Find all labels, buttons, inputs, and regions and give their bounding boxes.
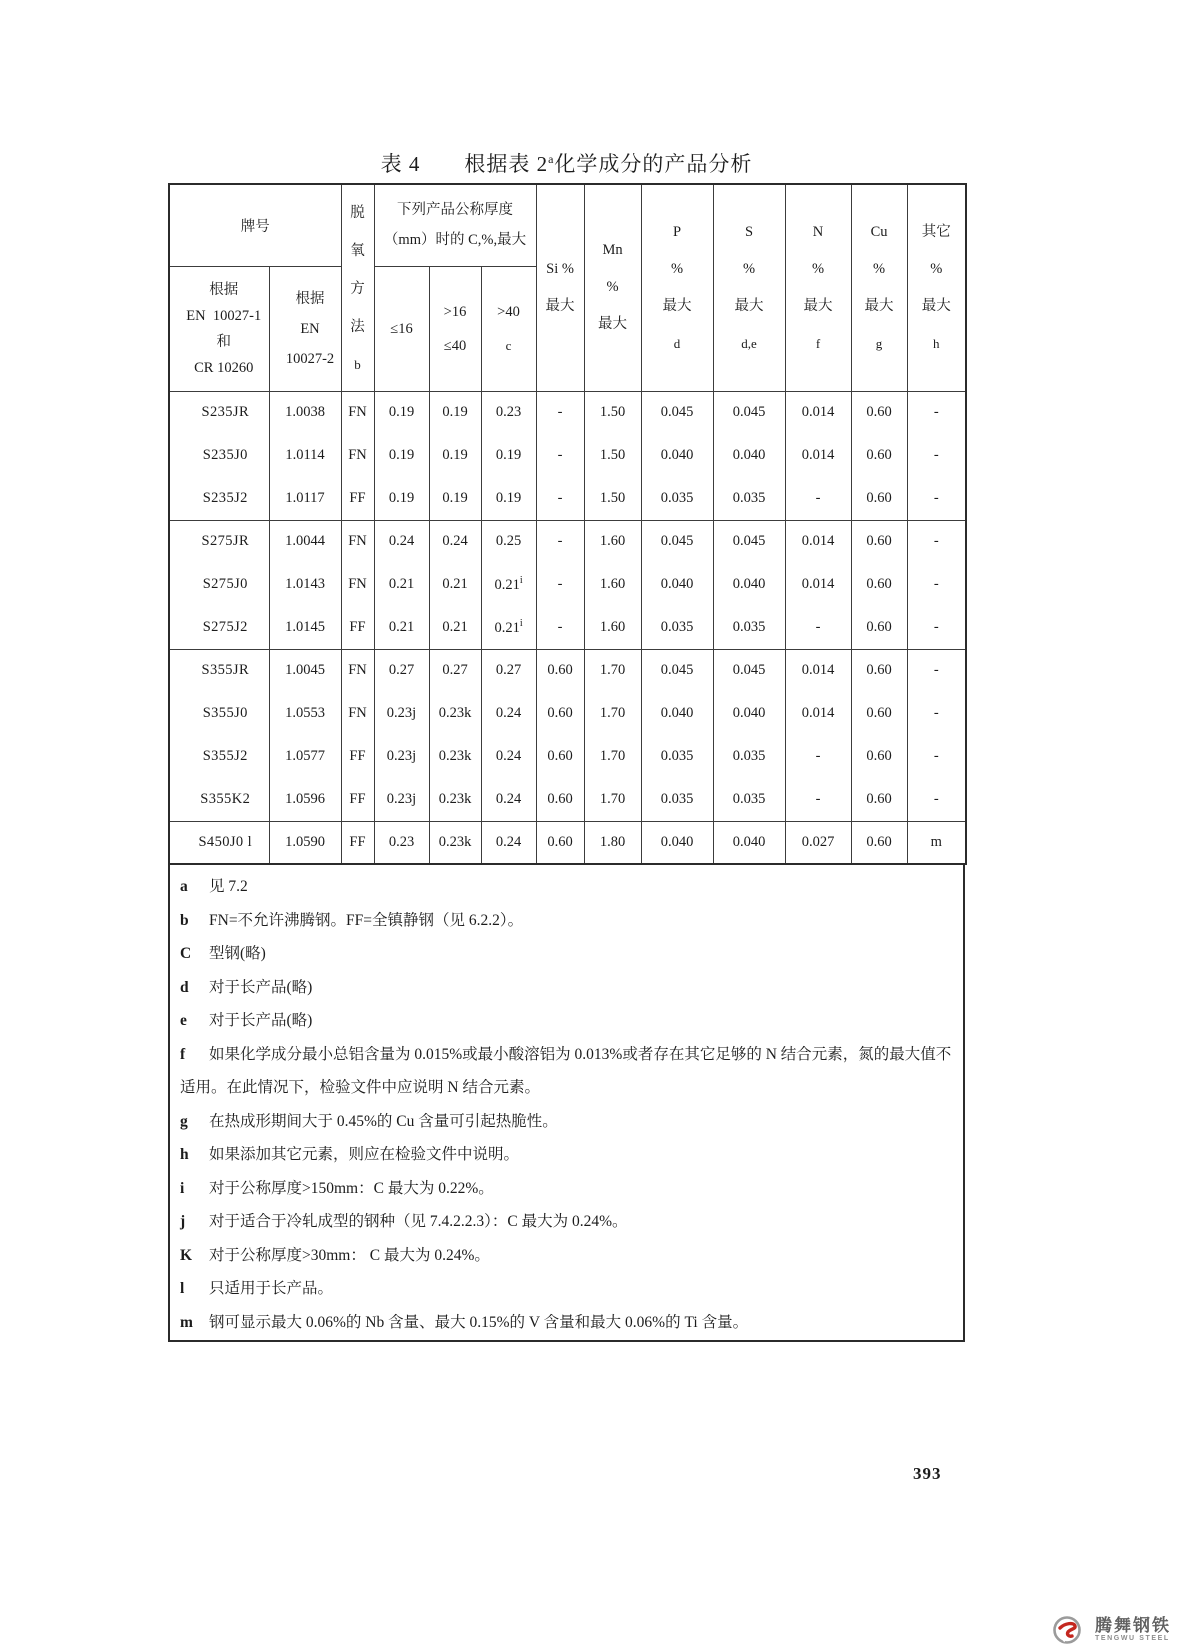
value-cell: 0.24 [429, 520, 481, 563]
footnote-label: d [180, 978, 189, 996]
value-cell: 0.23j [374, 692, 429, 735]
grade-cell: S235J2 [169, 477, 269, 520]
value-cell: 1.80 [584, 821, 641, 864]
value-cell: 0.60 [851, 778, 907, 821]
footnote-text: 对于适合于冷轧成型的钢种（见 7.4.2.2.3）：C 最大为 0.24%。 [209, 1213, 628, 1230]
footnote [180, 1272, 953, 1306]
value-cell: 0.24 [374, 520, 429, 563]
value-cell: 0.60 [536, 778, 584, 821]
value-cell: FN [341, 434, 374, 477]
value-cell: 0.035 [713, 477, 785, 520]
value-cell: 0.045 [713, 520, 785, 563]
value-cell: 0.014 [785, 520, 851, 563]
grade-cell: S275J0 [169, 563, 269, 606]
value-cell: 0.21 [374, 563, 429, 606]
header-grade: 牌号 [169, 184, 341, 266]
footnote-label: h [180, 1146, 189, 1163]
value-cell: - [785, 778, 851, 821]
value-cell: 0.60 [851, 692, 907, 735]
grade-group [169, 520, 966, 649]
grade-cell: S450J0 l [169, 821, 269, 864]
grade-group [169, 391, 966, 520]
footnote-label: C [180, 945, 192, 962]
footnote-text: 如果化学成分最小总铝含量为 0.015%或最小酸溶铝为 0.013%或者存在其它足够的 N 结合元素，氮的最大值不适用。在此情况下，检验文件中应说明 N 结合元素。 [180, 1045, 952, 1096]
footnote-label: l [180, 1280, 185, 1297]
value-cell: 0.60 [536, 692, 584, 735]
footnote-label: g [180, 1112, 188, 1130]
grade-cell: S275J2 [169, 606, 269, 649]
footnote [180, 1004, 953, 1038]
value-cell: 0.24 [481, 692, 536, 735]
value-cell: 0.23j [374, 735, 429, 778]
value-cell: 1.50 [584, 477, 641, 520]
value-cell: FF [341, 821, 374, 864]
header-grade-en10027-1: 根据 EN 10027-1 和 CR 10260 [169, 266, 269, 391]
value-cell: 0.21 [374, 606, 429, 649]
value-cell: 0.035 [641, 778, 713, 821]
footnote-text: 对于公称厚度>30mm： C 最大为 0.24%。 [209, 1246, 490, 1264]
value-cell: FN [341, 520, 374, 563]
value-cell: m [907, 821, 966, 864]
value-cell: 0.23k [429, 778, 481, 821]
table-row [169, 649, 966, 692]
header-le16: ≤16 [374, 266, 429, 391]
grade-cell: S355K2 [169, 778, 269, 821]
tengwu-logo-icon [1051, 1614, 1089, 1646]
value-cell: 1.0114 [269, 434, 341, 477]
value-cell: 1.0553 [269, 692, 341, 735]
value-cell: 0.27 [429, 649, 481, 692]
footnote-label: e [180, 1012, 187, 1029]
value-cell: FN [341, 391, 374, 434]
value-cell: 0.23j [374, 778, 429, 821]
footnote [180, 1138, 953, 1172]
value-cell: 0.60 [536, 649, 584, 692]
header-deoxidation-method: 脱 氧 方 法 b [341, 184, 374, 391]
value-cell: - [907, 477, 966, 520]
footnote [180, 1105, 953, 1139]
footnote-text: 型钢(略) [209, 945, 266, 962]
value-cell: 0.014 [785, 391, 851, 434]
value-cell: 0.60 [536, 821, 584, 864]
value-cell: 0.60 [851, 649, 907, 692]
value-cell: 0.027 [785, 821, 851, 864]
footnote-text: 见 7.2 [209, 878, 248, 895]
grade-cell: S355J2 [169, 735, 269, 778]
header-grade-en10027-2: 根据 EN 10027-2 [269, 266, 341, 391]
value-cell: 0.014 [785, 649, 851, 692]
value-cell: 1.60 [584, 606, 641, 649]
value-cell: 0.27 [374, 649, 429, 692]
value-cell: 0.040 [713, 563, 785, 606]
footnote-label: m [180, 1313, 193, 1331]
value-cell: - [907, 391, 966, 434]
footnote [180, 904, 953, 938]
value-cell: 0.045 [641, 649, 713, 692]
value-cell: 0.24 [481, 778, 536, 821]
value-cell: - [536, 477, 584, 520]
footnote-label: a [180, 878, 188, 895]
value-cell: 0.035 [641, 735, 713, 778]
value-cell: 1.50 [584, 434, 641, 477]
value-cell: 0.035 [641, 477, 713, 520]
value-cell: 0.035 [641, 606, 713, 649]
value-cell: 0.19 [429, 434, 481, 477]
value-cell: 0.035 [713, 606, 785, 649]
value-cell: 0.24 [481, 821, 536, 864]
footnote [180, 937, 953, 971]
value-cell: 1.70 [584, 778, 641, 821]
footnote-label: j [180, 1213, 186, 1230]
value-cell: 0.014 [785, 563, 851, 606]
value-cell: 0.040 [641, 434, 713, 477]
value-cell: - [907, 434, 966, 477]
value-cell: 0.24 [481, 735, 536, 778]
value-cell: 0.045 [713, 649, 785, 692]
header-gt40: >40 c [481, 266, 536, 391]
value-cell: 0.19 [481, 477, 536, 520]
grade-group [169, 649, 966, 821]
value-cell: 0.035 [713, 778, 785, 821]
value-cell: 1.0044 [269, 520, 341, 563]
value-cell: 1.50 [584, 391, 641, 434]
table-title [168, 148, 965, 178]
value-cell: 0.19 [429, 391, 481, 434]
footnote-text: 在热成形期间大于 0.45%的 Cu 含量可引起热脆性。 [209, 1112, 558, 1130]
value-cell: 1.0590 [269, 821, 341, 864]
footnote-label: b [180, 911, 189, 929]
table-row [169, 391, 966, 434]
value-cell: - [907, 649, 966, 692]
footnote-label: f [180, 1045, 186, 1063]
grade-cell: S275JR [169, 520, 269, 563]
header-s: S % 最大 d,e [713, 184, 785, 391]
header-si: Si % 最大 [536, 184, 584, 391]
footnote-label: i [180, 1179, 185, 1197]
footnote-text: FN=不允许沸腾钢。FF=全镇静钢（见 6.2.2）。 [209, 911, 524, 929]
value-cell: 0.60 [851, 735, 907, 778]
value-cell: - [536, 520, 584, 563]
value-cell: 1.70 [584, 692, 641, 735]
value-cell: 0.21$^i$ [481, 563, 536, 606]
grade-cell: S235JR [169, 391, 269, 434]
footnote [180, 971, 953, 1005]
value-cell: 0.040 [713, 692, 785, 735]
value-cell: 0.045 [713, 391, 785, 434]
value-cell: 0.27 [481, 649, 536, 692]
value-cell: 0.19 [374, 434, 429, 477]
table-row [169, 821, 966, 864]
footnote-text: 钢可显示最大 0.06%的 Nb 含量、最大 0.15%的 V 含量和最大 0.06%的 Ti 含量。 [209, 1313, 749, 1331]
value-cell: - [785, 735, 851, 778]
value-cell: 0.21$^i$ [481, 606, 536, 649]
header-n: N % 最大 f [785, 184, 851, 391]
value-cell: 1.0145 [269, 606, 341, 649]
value-cell: - [536, 391, 584, 434]
product-analysis-table [168, 183, 967, 865]
value-cell: 0.045 [641, 520, 713, 563]
value-cell: 1.0038 [269, 391, 341, 434]
header-gt16-le40: >16 ≤40 [429, 266, 481, 391]
value-cell: 0.60 [851, 477, 907, 520]
value-cell: 0.60 [851, 606, 907, 649]
table-row [169, 563, 966, 606]
value-cell: 0.21 [429, 563, 481, 606]
value-cell: 0.040 [641, 821, 713, 864]
value-cell: - [536, 563, 584, 606]
value-cell: FN [341, 649, 374, 692]
value-cell: - [907, 735, 966, 778]
header-mn: Mn % 最大 [584, 184, 641, 391]
value-cell: - [907, 606, 966, 649]
value-cell: 1.0577 [269, 735, 341, 778]
value-cell: FF [341, 606, 374, 649]
page-number: 393 [913, 1464, 942, 1483]
header-p: P % 最大 d [641, 184, 713, 391]
title-text: 根据表 2 [464, 152, 549, 176]
value-cell: - [907, 692, 966, 735]
value-cell: 0.040 [641, 692, 713, 735]
value-cell: 0.60 [851, 520, 907, 563]
value-cell: 1.70 [584, 649, 641, 692]
value-cell: 0.19 [374, 477, 429, 520]
footnote-label: K [180, 1246, 193, 1264]
value-cell: 0.60 [851, 434, 907, 477]
value-cell: FF [341, 477, 374, 520]
value-cell: 1.0045 [269, 649, 341, 692]
value-cell: 0.19 [429, 477, 481, 520]
value-cell: 0.60 [536, 735, 584, 778]
table-row [169, 735, 966, 778]
title-text-2: 化学成分的产品分析 [554, 152, 753, 176]
value-cell: 0.60 [851, 821, 907, 864]
value-cell: 0.035 [713, 735, 785, 778]
header-other: 其它 % 最大 h [907, 184, 966, 391]
table-row [169, 477, 966, 520]
value-cell: 0.25 [481, 520, 536, 563]
header-cu: Cu % 最大 g [851, 184, 907, 391]
value-cell: 0.21 [429, 606, 481, 649]
footnote-text: 对于公称厚度>150mm：C 最大为 0.22%。 [209, 1179, 494, 1197]
grade-group [169, 821, 966, 864]
value-cell: - [907, 520, 966, 563]
value-cell: 0.040 [713, 434, 785, 477]
value-cell: - [907, 563, 966, 606]
value-cell: - [785, 477, 851, 520]
value-cell: 0.040 [713, 821, 785, 864]
header-carbon-thickness: 下列产品公称厚度 （mm）时的 C,%,最大 [374, 184, 536, 266]
value-cell: 0.014 [785, 692, 851, 735]
value-cell: FN [341, 563, 374, 606]
table-row [169, 692, 966, 735]
table-number: 表 4 [380, 152, 421, 176]
value-cell: FF [341, 735, 374, 778]
table-row [169, 606, 966, 649]
value-cell: 0.23k [429, 692, 481, 735]
footnote [180, 870, 953, 904]
value-cell: 0.040 [641, 563, 713, 606]
value-cell: FN [341, 692, 374, 735]
footnote [180, 1239, 953, 1273]
footnote-text: 只适用于长产品。 [209, 1280, 334, 1297]
value-cell: 0.23 [481, 391, 536, 434]
footnote [180, 1172, 953, 1206]
value-cell: 1.0596 [269, 778, 341, 821]
value-cell: 1.60 [584, 520, 641, 563]
table-row [169, 778, 966, 821]
table-row [169, 520, 966, 563]
brand-name-en: TENGWU STEEL [1095, 1635, 1170, 1643]
footnote-text: 如果添加其它元素，则应在检验文件中说明。 [209, 1146, 520, 1163]
table-row [169, 434, 966, 477]
value-cell: 0.23k [429, 821, 481, 864]
value-cell: 0.60 [851, 563, 907, 606]
value-cell: FF [341, 778, 374, 821]
value-cell: 1.60 [584, 563, 641, 606]
value-cell: 0.19 [481, 434, 536, 477]
footnotes-block [168, 863, 965, 1342]
value-cell: 1.0117 [269, 477, 341, 520]
brand-logo [1051, 1614, 1171, 1646]
value-cell: - [536, 434, 584, 477]
grade-cell: S355JR [169, 649, 269, 692]
value-cell: 0.23k [429, 735, 481, 778]
brand-name-cn: 腾舞钢铁 [1095, 1616, 1171, 1636]
footnote-text: 对于长产品(略) [209, 1012, 313, 1029]
value-cell: 0.014 [785, 434, 851, 477]
value-cell: 0.045 [641, 391, 713, 434]
value-cell: 0.19 [374, 391, 429, 434]
footnote [180, 1038, 953, 1105]
value-cell: - [785, 606, 851, 649]
footnote [180, 1306, 953, 1340]
value-cell: 1.0143 [269, 563, 341, 606]
footnote [180, 1205, 953, 1239]
value-cell: 1.70 [584, 735, 641, 778]
value-cell: - [536, 606, 584, 649]
grade-cell: S355J0 [169, 692, 269, 735]
grade-cell: S235J0 [169, 434, 269, 477]
value-cell: 0.23 [374, 821, 429, 864]
title-footnote-ref: a [548, 152, 555, 166]
value-cell: 0.60 [851, 391, 907, 434]
value-cell: - [907, 778, 966, 821]
footnote-text: 对于长产品(略) [209, 978, 313, 996]
